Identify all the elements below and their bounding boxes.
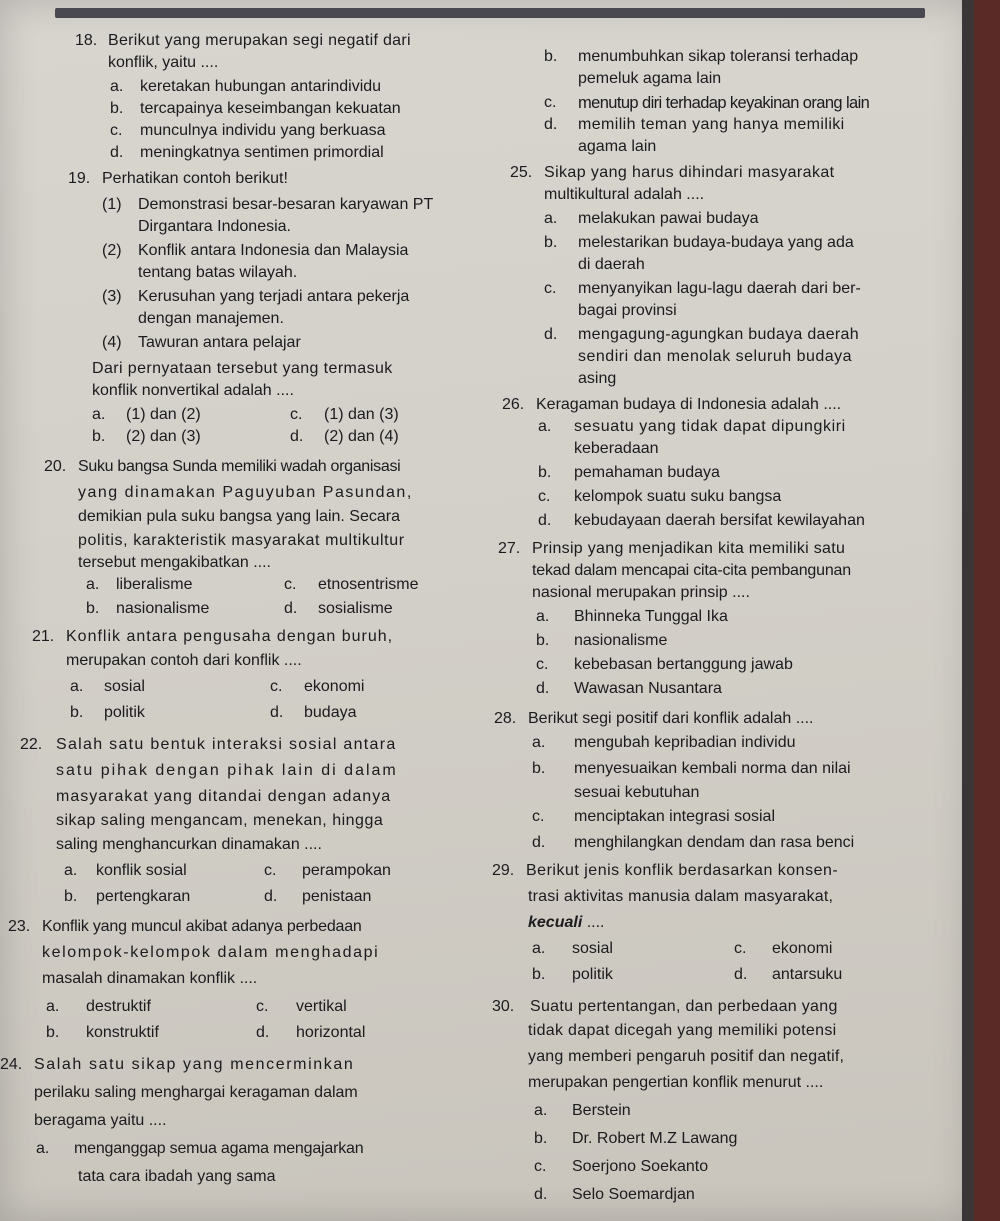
option-text: pemeluk agama lain (578, 70, 722, 87)
option-letter: b. (532, 760, 546, 777)
option-text: (2) dan (3) (126, 428, 201, 445)
option-letter: c. (284, 576, 297, 593)
question-stem: masyarakat yang ditandai dengan adanya (56, 788, 392, 805)
question-stem: tidak dapat dicegah yang memiliki potensi (528, 1022, 837, 1039)
list-item-number: (2) (102, 242, 122, 259)
question-intro: Perhatikan contoh berikut! (102, 170, 288, 187)
question-stem: Salah satu bentuk interaksi sosial antara (56, 736, 397, 753)
option-letter: a. (92, 406, 106, 423)
option-text: perampokan (302, 862, 391, 879)
option-letter: c. (110, 122, 123, 139)
option-letter: b. (110, 100, 124, 117)
option-text: menyanyikan lagu-lagu daerah dari ber- (578, 280, 861, 297)
option-letter: d. (110, 144, 124, 161)
option-text: memilih teman yang hanya memiliki (578, 116, 845, 133)
option-text: melestarikan budaya-budaya yang ada (578, 234, 854, 251)
option-text: sesuai kebutuhan (574, 784, 700, 801)
option-letter: c. (264, 862, 277, 879)
question-stem: kelompok-kelompok dalam menghadapi (42, 944, 380, 961)
question-number: 19. (68, 170, 91, 187)
question-stem: masalah dinamakan konflik .... (42, 970, 258, 987)
option-letter: b. (532, 966, 546, 983)
option-text: liberalisme (116, 576, 193, 593)
option-text: etnosentrisme (318, 576, 419, 593)
option-text: asing (578, 370, 617, 387)
question-stem: trasi aktivitas manusia dalam masyarakat, (528, 888, 834, 905)
option-text: destruktif (86, 998, 151, 1015)
option-text: mengubah kepribadian individu (574, 734, 796, 751)
option-letter: d. (264, 888, 278, 905)
option-text: menganggap semua agama mengajarkan (74, 1140, 364, 1157)
option-letter: d. (544, 326, 558, 343)
question-stem: nasional merupakan prinsip .... (532, 584, 750, 601)
option-text: sosial (572, 940, 613, 957)
option-text: keretakan hubungan antarindividu (140, 78, 382, 95)
option-letter: b. (534, 1130, 548, 1147)
option-text: kelompok suatu suku bangsa (574, 488, 782, 505)
option-text: vertikal (296, 998, 347, 1015)
option-text: keberadaan (574, 440, 659, 457)
option-text: pertengkaran (96, 888, 191, 905)
option-text: ekonomi (304, 678, 365, 695)
option-letter: c. (290, 406, 303, 423)
question-stem: Berikut jenis konflik berdasarkan konsen- (526, 862, 839, 879)
background-edge (974, 0, 1000, 1221)
page-top-border (55, 8, 925, 18)
option-text: mengagung-agungkan budaya daerah (578, 326, 859, 343)
option-text: konstruktif (86, 1024, 159, 1041)
option-letter: d. (534, 1186, 548, 1203)
option-letter: d. (544, 116, 558, 133)
option-text: agama lain (578, 138, 657, 155)
option-letter: c. (538, 488, 551, 505)
option-letter: b. (46, 1024, 60, 1041)
option-letter: a. (532, 940, 546, 957)
question-stem: merupakan contoh dari konflik .... (66, 652, 302, 669)
list-item-text: tentang batas wilayah. (138, 264, 298, 281)
option-letter: b. (70, 704, 84, 721)
question-number: 25. (510, 164, 533, 181)
option-text: menyesuaikan kembali norma dan nilai (574, 760, 851, 777)
list-item-text: Kerusuhan yang terjadi antara pekerja (138, 288, 410, 305)
option-letter: a. (70, 678, 84, 695)
question-stem: tersebut mengakibatkan .... (78, 554, 271, 571)
option-letter: d. (284, 600, 298, 617)
question-stem: konflik nonvertikal adalah .... (92, 382, 294, 399)
option-letter: d. (532, 834, 546, 851)
option-text: menumbuhkan sikap toleransi terhadap (578, 48, 859, 65)
question-stem: Prinsip yang menjadikan kita memiliki satu (532, 540, 846, 557)
question-number: 26. (502, 396, 525, 413)
option-letter: b. (86, 600, 100, 617)
option-text: di daerah (578, 256, 645, 273)
option-text: horizontal (296, 1024, 366, 1041)
option-letter: d. (270, 704, 284, 721)
question-stem: yang dinamakan Paguyuban Pasundan, (78, 484, 413, 501)
option-letter: d. (256, 1024, 270, 1041)
option-letter: c. (536, 656, 549, 673)
option-text: bagai provinsi (578, 302, 677, 319)
list-item-text: Dirgantara Indonesia. (138, 218, 291, 235)
question-stem: Keragaman budaya di Indonesia adalah .... (536, 396, 842, 413)
option-letter: d. (536, 680, 550, 697)
question-number: 24. (0, 1056, 23, 1073)
option-text: Berstein (572, 1102, 631, 1119)
question-number: 30. (492, 998, 515, 1015)
question-stem: yang memberi pengaruh positif dan negatif, (528, 1048, 845, 1065)
option-text: menutup diri terhadap keyakinan orang lain (578, 94, 870, 112)
question-stem: konflik, yaitu .... (108, 54, 219, 71)
list-item-number: (4) (102, 334, 122, 351)
option-letter: c. (532, 808, 545, 825)
option-text: sesuatu yang tidak dapat dipungkiri (574, 418, 846, 435)
option-letter: b. (544, 234, 558, 251)
question-stem: politis, karakteristik masyarakat multikultur (78, 532, 405, 549)
question-stem: Berikut segi positif dari konflik adalah .... (528, 710, 814, 727)
question-stem: Berikut yang merupakan segi negatif dari (108, 32, 411, 49)
option-text: nasionalisme (574, 632, 668, 649)
option-text: menciptakan integrasi sosial (574, 808, 775, 825)
option-letter: a. (110, 78, 124, 95)
option-text: ekonomi (772, 940, 833, 957)
option-letter: c. (270, 678, 283, 695)
option-text: politik (104, 704, 145, 721)
option-text: tata cara ibadah yang sama (78, 1168, 276, 1185)
question-number: 22. (20, 736, 43, 753)
question-number: 23. (8, 918, 31, 935)
option-text: tercapainya keseimbangan kekuatan (140, 100, 401, 117)
option-text: politik (572, 966, 613, 983)
option-letter: a. (536, 608, 550, 625)
option-letter: a. (544, 210, 558, 227)
question-stem: merupakan pengertian konflik menurut .... (528, 1074, 824, 1091)
option-letter: a. (86, 576, 100, 593)
question-number: 29. (492, 862, 515, 879)
option-letter: a. (46, 998, 60, 1015)
option-letter: a. (64, 862, 78, 879)
option-letter: b. (536, 632, 550, 649)
option-text: pemahaman budaya (574, 464, 720, 481)
question-stem: Suatu pertentangan, dan perbedaan yang (530, 998, 838, 1015)
stem-ellipsis: .... (582, 914, 605, 931)
option-letter: b. (544, 48, 558, 65)
option-letter: b. (92, 428, 106, 445)
option-text: penistaan (302, 888, 372, 905)
option-text: munculnya individu yang berkuasa (140, 122, 386, 139)
option-text: kebebasan bertanggung jawab (574, 656, 793, 673)
option-text: menghilangkan dendam dan rasa benci (574, 834, 855, 851)
option-text: konflik sosial (96, 862, 187, 879)
option-text: sosial (104, 678, 145, 695)
option-text: (2) dan (4) (324, 428, 399, 445)
question-number: 27. (498, 540, 521, 557)
question-stem: Salah satu sikap yang mencerminkan (34, 1056, 355, 1073)
question-stem: multikultural adalah .... (544, 186, 705, 203)
question-stem: sikap saling mengancam, menekan, hingga (56, 812, 384, 829)
option-text: Selo Soemardjan (572, 1186, 695, 1203)
question-stem: tekad dalam mencapai cita-cita pembangunan (532, 562, 851, 579)
question-stem: Dari pernyataan tersebut yang termasuk (92, 360, 393, 377)
list-item-text: dengan manajemen. (138, 310, 284, 327)
option-text: (1) dan (2) (126, 406, 201, 423)
option-text: Dr. Robert M.Z Lawang (572, 1130, 738, 1147)
option-letter: c. (256, 998, 269, 1015)
option-letter: a. (532, 734, 546, 751)
question-stem: beragama yaitu .... (34, 1112, 167, 1129)
list-item-text: Demonstrasi besar-besaran karyawan PT (138, 196, 434, 213)
list-item-number: (1) (102, 196, 122, 213)
option-text: melakukan pawai budaya (578, 210, 759, 227)
option-text: (1) dan (3) (324, 406, 399, 423)
option-text: Bhinneka Tunggal Ika (574, 608, 728, 625)
list-item-text: Tawuran antara pelajar (138, 334, 301, 351)
option-letter: d. (290, 428, 304, 445)
list-item-number: (3) (102, 288, 122, 305)
option-letter: d. (734, 966, 748, 983)
option-letter: a. (36, 1140, 50, 1157)
option-letter: b. (538, 464, 552, 481)
option-text: antarsuku (772, 966, 843, 983)
question-stem-tail (528, 914, 605, 932)
option-text: Soerjono Soekanto (572, 1158, 709, 1175)
option-letter: a. (538, 418, 552, 435)
question-number: 20. (44, 458, 67, 475)
option-text: budaya (304, 704, 357, 721)
option-text: Wawasan Nusantara (574, 680, 722, 697)
question-stem: Suku bangsa Sunda memiliki wadah organisasi (78, 458, 401, 475)
option-letter: d. (538, 512, 552, 529)
question-stem: demikian pula suku bangsa yang lain. Secara (78, 508, 400, 525)
option-letter: c. (534, 1158, 547, 1175)
option-letter: a. (534, 1102, 548, 1119)
option-text: nasionalisme (116, 600, 210, 617)
question-stem: perilaku saling menghargai keragaman dalam (34, 1084, 358, 1101)
option-text: meningkatnya sentimen primordial (140, 144, 384, 161)
question-stem: Konflik antara pengusaha dengan buruh, (66, 628, 394, 645)
option-letter: c. (544, 94, 557, 111)
option-letter: c. (544, 280, 557, 297)
book-spine (962, 0, 974, 1221)
option-letter: c. (734, 940, 747, 957)
question-stem: saling menghancurkan dinamakan .... (56, 836, 322, 853)
question-number: 18. (75, 32, 98, 49)
question-number: 21. (32, 628, 55, 645)
option-text: kebudayaan daerah bersifat kewilayahan (574, 512, 865, 529)
option-text: sendiri dan menolak seluruh budaya (578, 348, 853, 365)
emphasis-kecuali: kecuali (528, 914, 583, 931)
question-stem: Konflik yang muncul akibat adanya perbedaan (42, 918, 362, 935)
option-text: sosialisme (318, 600, 393, 617)
list-item-text: Konflik antara Indonesia dan Malaysia (138, 242, 409, 259)
option-letter: b. (64, 888, 78, 905)
question-stem: satu pihak dengan pihak lain di dalam (56, 762, 398, 779)
question-number: 28. (494, 710, 517, 727)
question-stem: Sikap yang harus dihindari masyarakat (544, 164, 835, 181)
